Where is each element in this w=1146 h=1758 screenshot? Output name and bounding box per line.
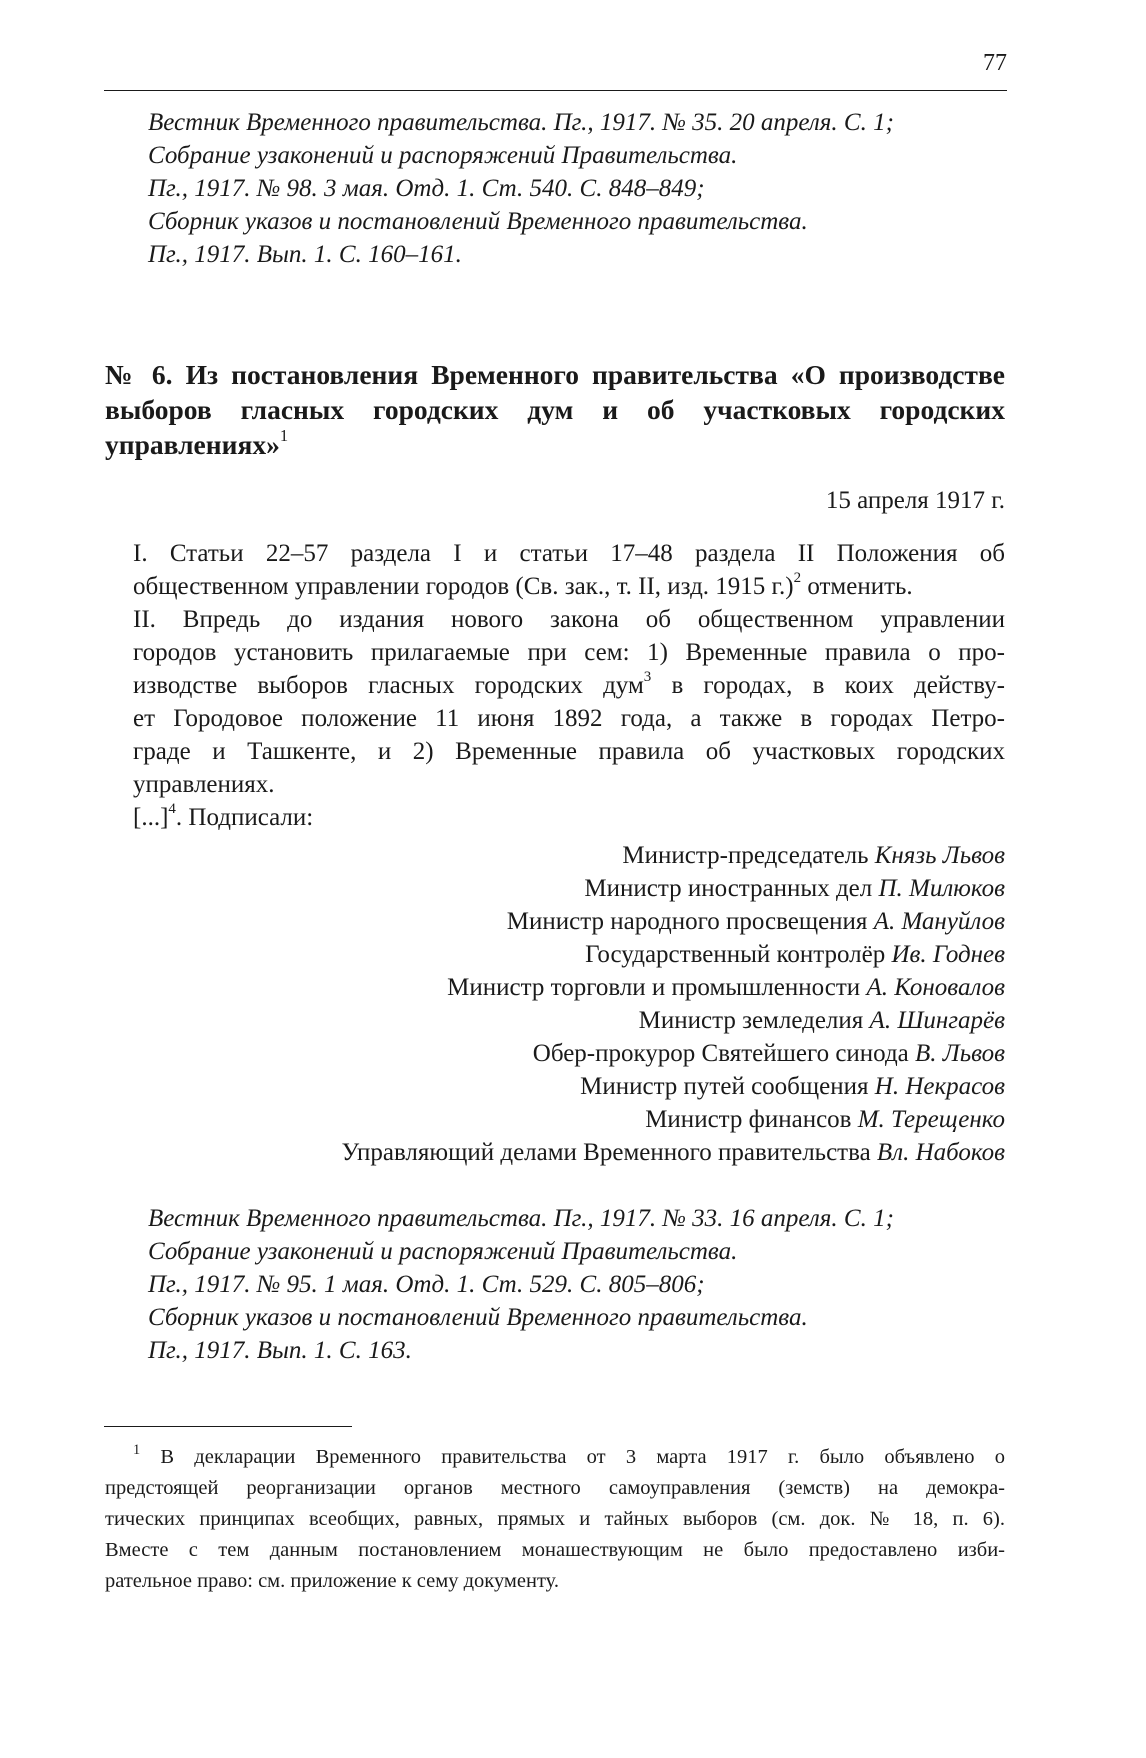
text-line: граде и Ташкенте, и 2) Временные правила об участковых городских xyxy=(133,738,1005,765)
text-segment: [...] xyxy=(133,804,169,831)
text-segment: изводстве выборов гласных городских дум xyxy=(133,672,644,699)
footnote-ref: 3 xyxy=(643,669,652,686)
text-line: управлениях. xyxy=(133,771,275,798)
signature-position: Министр народного просвещения xyxy=(506,908,868,935)
source-line: Собрание узаконений и распоряжений Правительства. xyxy=(148,1238,738,1265)
document-date: 15 апреля 1917 г. xyxy=(825,487,1005,514)
signature-position: Министр торговли и промышленности xyxy=(447,974,861,1001)
signature-position: Министр путей сообщения xyxy=(580,1073,869,1100)
text-segment: В декларации Временного правительства от 3 марта 1917 г. было объявлено о xyxy=(140,1446,1005,1468)
signature-name: А. Мануйлов xyxy=(873,908,1005,935)
signature-position: Управляющий делами Временного правительства xyxy=(341,1139,871,1166)
text-line: городов установить прилагаемые при сем: 1) Временные правила о про- xyxy=(133,639,1005,666)
header-rule xyxy=(104,90,1007,91)
document-title-text: № 6. Из постановления Временного правительства «О производстве выборов гласных городских дум и об участковых городских управлениях» xyxy=(105,359,1005,460)
source-line: Вестник Временного правительства. Пг., 1917. № 35. 20 апреля. С. 1; xyxy=(148,109,894,136)
document-title xyxy=(105,357,1005,462)
source-line: Пг., 1917. № 98. 3 мая. Отд. 1. Ст. 540. С. 848–849; xyxy=(148,175,705,202)
signature-name: П. Милюков xyxy=(878,875,1005,902)
paragraph-3 xyxy=(105,801,1005,834)
text-line xyxy=(105,801,1005,834)
paragraph-2 xyxy=(105,603,1005,801)
page-number: 77 xyxy=(983,50,1007,76)
source-line: Сборник указов и постановлений Временного правительства. xyxy=(148,1304,808,1331)
text-line: ет Городовое положение 11 июня 1892 года, а также в городах Петро- xyxy=(133,705,1005,732)
text-line xyxy=(105,669,1005,702)
signature-line xyxy=(105,872,1005,905)
source-citation-bottom xyxy=(105,1202,1005,1367)
text-line: тических принципах всеобщих, равных, прямых и тайных выборов (см. док. № 18, п. 6). xyxy=(105,1508,1005,1530)
source-line: Пг., 1917. № 95. 1 мая. Отд. 1. Ст. 529. С. 805–806; xyxy=(148,1271,705,1298)
source-line: Собрание узаконений и распоряжений Правительства. xyxy=(148,142,738,169)
source-line: Вестник Временного правительства. Пг., 1917. № 33. 16 апреля. С. 1; xyxy=(148,1205,894,1232)
text-line: предстоящей реорганизации органов местного самоуправления (земств) на демокра- xyxy=(105,1477,1005,1499)
signature-name: М. Терещенко xyxy=(857,1106,1005,1133)
text-segment: общественном управлении городов (Св. зак., т. II, изд. 1915 г.) xyxy=(133,573,794,600)
signature-name: Вл. Набоков xyxy=(876,1139,1005,1166)
source-citation-top xyxy=(105,106,1005,271)
footnote-ref: 4 xyxy=(168,801,176,818)
signature-name: Н. Некрасов xyxy=(874,1073,1005,1100)
signature-position: Обер-прокурор Святейшего синода xyxy=(532,1040,909,1067)
text-line xyxy=(105,570,1005,603)
signature-position: Министр земледелия xyxy=(638,1007,864,1034)
text-line: рательное право: см. приложение к сему документу. xyxy=(105,1570,559,1592)
signature-line xyxy=(105,1004,1005,1037)
signature-line xyxy=(105,1136,1005,1169)
text-line: I. Статьи 22–57 раздела I и статьи 17–48 раздела II Положения об xyxy=(133,540,1005,567)
text-segment: в городах, в коих действу- xyxy=(651,672,1005,699)
signature-name: Князь Львов xyxy=(874,842,1005,869)
signature-line xyxy=(105,938,1005,971)
signature-line xyxy=(105,839,1005,872)
text-line xyxy=(105,1442,1005,1473)
signature-position: Государственный контролёр xyxy=(585,941,886,968)
signature-name: А. Коновалов xyxy=(866,974,1005,1001)
source-line: Сборник указов и постановлений Временного правительства. xyxy=(148,208,808,235)
signature-line xyxy=(105,1037,1005,1070)
signature-name: А. Шингарёв xyxy=(869,1007,1005,1034)
signature-position: Министр-председатель xyxy=(622,842,869,869)
signature-name: Ив. Годнев xyxy=(891,941,1005,968)
signature-name: В. Львов xyxy=(915,1040,1005,1067)
footnote-ref: 2 xyxy=(793,570,802,587)
footnote xyxy=(105,1442,1005,1597)
signature-line xyxy=(105,905,1005,938)
text-segment: . Подписали: xyxy=(175,804,314,831)
signatures-block xyxy=(105,839,1005,1169)
source-line: Пг., 1917. Вып. 1. С. 163. xyxy=(148,1337,412,1364)
signature-position: Министр иностранных дел xyxy=(584,875,873,902)
text-line: Вместе с тем данным постановлением монашествующим не было предоставлено изби- xyxy=(105,1539,1005,1561)
paragraph-1 xyxy=(105,537,1005,603)
text-line: II. Впредь до издания нового закона об общественном управлении xyxy=(133,606,1005,633)
footnote-marker: 1 xyxy=(133,1441,141,1458)
source-line: Пг., 1917. Вып. 1. С. 160–161. xyxy=(148,241,462,268)
text-segment: отменить. xyxy=(801,573,913,600)
signature-line xyxy=(105,1103,1005,1136)
signature-line xyxy=(105,1070,1005,1103)
signature-line xyxy=(105,971,1005,1004)
footnote-rule xyxy=(104,1426,352,1427)
document-body xyxy=(105,537,1005,834)
footnote-ref: 1 xyxy=(279,426,289,446)
signature-position: Министр финансов xyxy=(645,1106,852,1133)
